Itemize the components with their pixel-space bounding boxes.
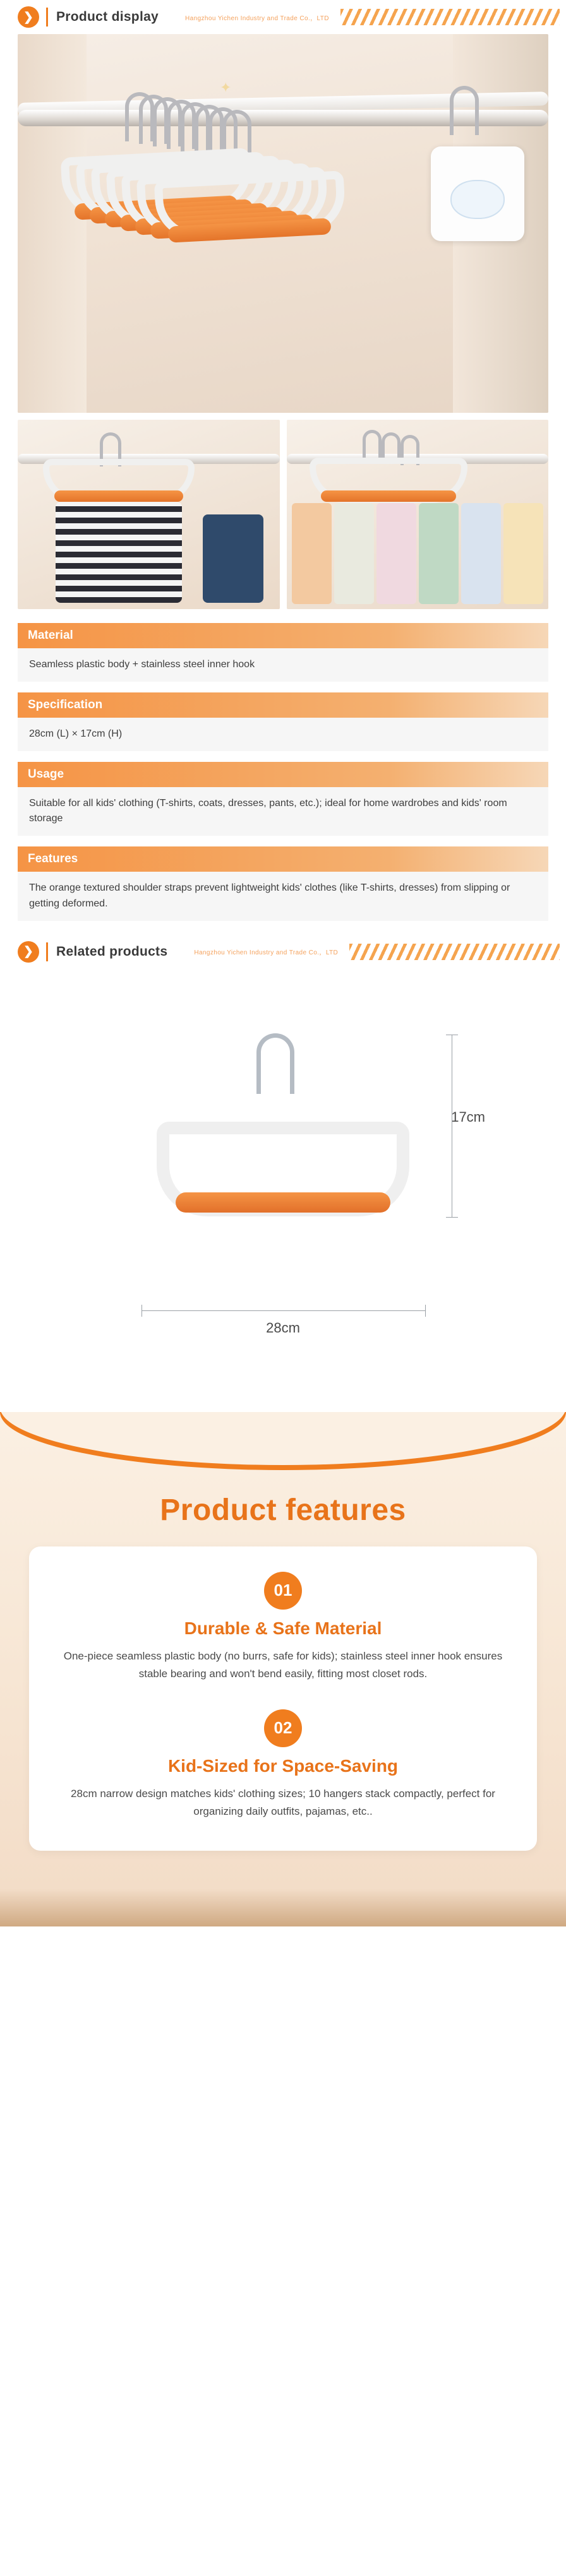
stripe-decoration — [340, 9, 560, 25]
spec-header-material: Material — [18, 623, 548, 648]
photo-striped-shirt-on-hanger — [18, 420, 280, 609]
company-name: Hangzhou Yichen Industry and Trade Co.，LTD — [185, 15, 329, 22]
hanger-stack — [49, 104, 441, 293]
width-dimension-label: 28cm — [266, 1319, 300, 1336]
hanger-orange-bar — [176, 1192, 390, 1213]
striped-shirt — [56, 502, 182, 603]
stripe-decoration — [349, 944, 560, 960]
company-name: Hangzhou Yichen Industry and Trade Co.，LTD — [194, 949, 339, 957]
height-dimension-label: 17cm — [451, 1108, 485, 1125]
width-dimension-line — [142, 1310, 426, 1311]
features-card — [29, 1546, 537, 1851]
spec-value-specification: 28cm (L) × 17cm (H) — [18, 718, 548, 751]
section-header-product-display — [0, 0, 566, 34]
feature-item — [54, 1709, 512, 1820]
feature-text: 28cm narrow design matches kids' clothing sizes; 10 hangers stack compactly, perfect for organizing daily outfits, pajamas, etc.. — [71, 1787, 495, 1817]
spec-header-features: Features — [18, 846, 548, 872]
section-header-related-products — [0, 935, 566, 969]
hanger-hook-icon — [256, 1033, 294, 1094]
divider — [46, 8, 48, 27]
features-title: Product features — [160, 1493, 406, 1527]
feature-heading: Kid-Sized for Space-Saving — [167, 1755, 399, 1776]
section-title: Product display — [56, 9, 159, 24]
star-decoration-icon: ✦ — [220, 80, 232, 95]
feature-number-badge: 01 — [264, 1572, 302, 1610]
kids-clothes-row — [292, 503, 544, 604]
section-title: Related products — [56, 944, 168, 959]
feature-heading: Durable & Safe Material — [184, 1618, 382, 1638]
footer-background — [0, 1889, 566, 1926]
spec-header-specification: Specification — [18, 692, 548, 718]
denim-garment — [203, 514, 263, 603]
specification-list — [0, 609, 566, 921]
divider — [46, 942, 48, 961]
bear-face-icon — [450, 180, 505, 219]
chevron-right-icon: ❯ — [18, 6, 39, 28]
secondary-photos — [18, 420, 548, 609]
orange-arc-decoration — [0, 1412, 566, 1470]
dimension-diagram — [18, 983, 548, 1399]
feature-number-badge: 02 — [264, 1709, 302, 1747]
chevron-right-icon: ❯ — [18, 941, 39, 963]
photo-multi-hangers-with-clothes — [287, 420, 549, 609]
feature-text: One-piece seamless plastic body (no burrs, safe for kids); stainless steel inner hook ensures stable bearing and won't bend easily, fitting most closet rods. — [63, 1649, 503, 1680]
hanger-label-card — [431, 146, 524, 241]
product-features-section — [0, 1412, 566, 1889]
hero-product-photo — [18, 34, 548, 413]
product-images — [0, 34, 566, 609]
feature-item — [54, 1572, 512, 1683]
spec-header-usage: Usage — [18, 762, 548, 787]
spec-value-material: Seamless plastic body + stainless steel inner hook — [18, 648, 548, 682]
spec-value-features: The orange textured shoulder straps prevent lightweight kids' clothes (like T-shirts, dresses) from slipping or getting deformed. — [18, 872, 548, 921]
spec-value-usage: Suitable for all kids' clothing (T-shirts, coats, dresses, pants, etc.); ideal for home wardrobes and kids' room storage — [18, 787, 548, 836]
